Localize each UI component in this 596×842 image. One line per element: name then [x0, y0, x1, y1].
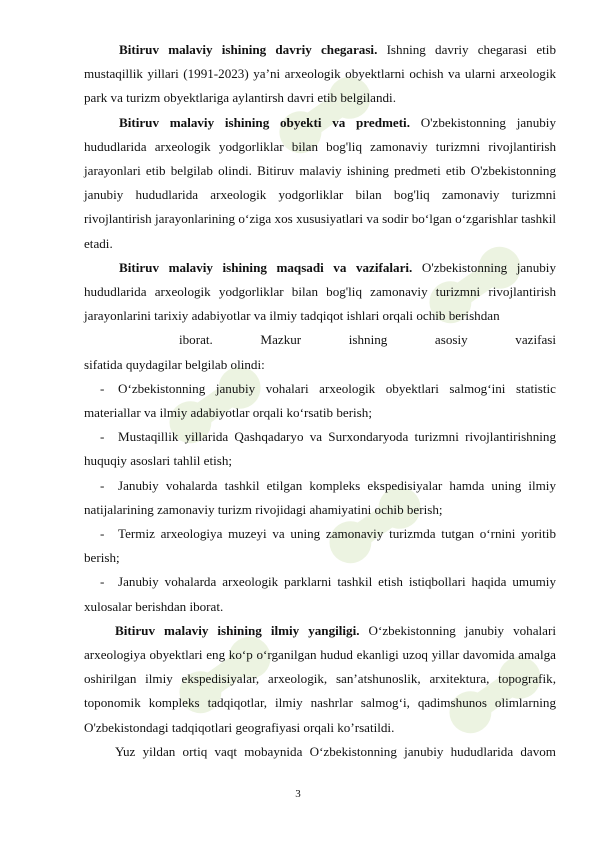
list-item: [84, 377, 556, 425]
paragraph-goals-tasks: [84, 256, 556, 329]
paragraph-heading: Bitiruv malaviy ishining obyekti va predmeti.: [119, 114, 410, 130]
paragraph-heading: Bitiruv malaviy ishining ilmiy yangiligi.: [115, 622, 360, 638]
list-item-text: Mustaqillik yillarida Qashqadaryo va Surxondaryoda turizmni rivojlantirishning huquqiy asoslari tahlil etish;: [84, 429, 556, 469]
list-item: [84, 522, 556, 570]
list-item-text: Janubiy vohalarda arxeologik parklarni tashkil etish istiqbollari haqida umumiy xulosalar berishdan iborat.: [84, 574, 556, 614]
paragraph-heading: Bitiruv malaviy ishining maqsadi va vazifalari.: [119, 259, 413, 275]
list-item: [84, 425, 556, 473]
list-item: [84, 474, 556, 522]
paragraph-object-subject: [84, 111, 556, 256]
paragraph-heading: Bitiruv malaviy ishining davriy chegarasi.: [119, 42, 378, 57]
paragraph-text: O'zbekistonning janubiy hududlarida arxeologik yodgorliklar bilan bog'liq zamonaviy turizmni rivojlantirish jarayonlari etib belgilab olindi. Bitiruv malaviy ishining predmeti etib O'zbekistonning janubiy hududlarida arxeologik yodgorliklar bilan bog'liq zamonaviy turizmni rivojlantirish jarayonlarining o‘ziga xos xususiyatlari va sodir bo‘lgan o‘zgarishlar tashkil etadi.: [84, 114, 556, 251]
list-item-text: O‘zbekistonning janubiy vohalari arxeologik obyektlari salmog‘ini statistic materiallar va ilmiy adabiyotlar orqali ko‘rsatib berish;: [84, 380, 556, 421]
list-dash: -: [100, 574, 105, 590]
paragraph-text: O'zbekistonning janubiy hududlarida arxeologik yodgorliklar bilan bog'liq zamonaviy turizmni rivojlantirish jarayonlarini tarixiy adabiyotlar va ilmiy tadqiqot ishlari orqali ochib berishdan: [84, 259, 556, 324]
paragraph-scientific-novelty: [84, 619, 556, 740]
paragraph-continuation: Yuz yildan ortiq vaqt mobaynida O‘zbekistonning janubiy hududlarida davom: [115, 743, 556, 759]
paragraph-chronological-scope: [84, 38, 556, 111]
paragraph-text: Ishning davriy chegarasi etib mustaqillik yillari (1991-2023) ya’ni arxeologik obyektlarni ochish va ularni arxeologik park va turizm obyektlariga aylantirsh davri etib belgilandi.: [84, 42, 556, 106]
paragraph-tail: sifatida quydagilar belgilab olindi:: [84, 356, 265, 372]
list-dash: -: [100, 526, 105, 542]
document-body: [84, 38, 556, 764]
list-dash: -: [100, 429, 105, 445]
paragraph-spread-line: iborat. Mazkur ishning asosiy vazifasi: [179, 332, 556, 348]
list-dash: -: [100, 477, 105, 493]
list-item-text: Termiz arxeologiya muzeyi va uning zamonaviy turizmda tutgan o‘rnini yoritib berish;: [84, 526, 556, 566]
list-item-text: Janubiy vohalarda tashkil etilgan kompleks ekspedisiyalar hamda uning ilmiy natijalarining zamonaviy turizm rivojidagi ahamiyatini ochib berish;: [84, 477, 556, 517]
list-item: [84, 570, 556, 618]
list-dash: -: [100, 380, 105, 396]
page-number: 3: [295, 788, 301, 800]
paragraph-text: O‘zbekistonning janubiy vohalari arxeologiya obyektlari eng ko‘p o‘rganilgan hudud ekanligi uzoq yillar davomida amalga oshirilgan ilmiy ekspedisiyalar, arxeologik, san’atshunoslik, arxitektura, topografik, toponomik kompleks tadqiqotlar, ilmiy nashrlar salmog‘i, qadimshunos olimlarning O'zbekistondagi tadqiqotlari geografiyasi orqali ko’rsatildi.: [84, 622, 556, 735]
